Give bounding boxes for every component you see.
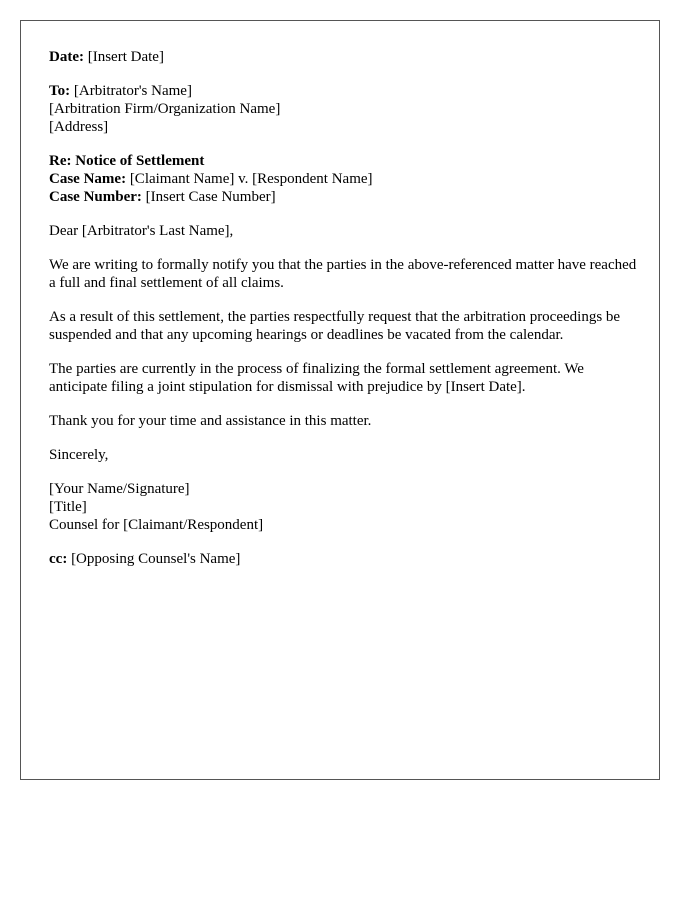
cc-label: cc: bbox=[49, 551, 68, 567]
recipient-address: [Address] bbox=[49, 119, 109, 135]
body-paragraph-text: We are writing to formally notify you that the parties in the above-referenced matter have reached a full and final settlement of all claims. bbox=[49, 257, 637, 291]
reference-block bbox=[49, 152, 639, 206]
body-paragraph-1 bbox=[49, 256, 639, 292]
case-name-value: [Claimant Name] v. [Respondent Name] bbox=[129, 171, 373, 187]
recipient-name-line bbox=[49, 82, 639, 100]
body-paragraph-3 bbox=[49, 360, 639, 396]
body-paragraph-text: The parties are currently in the process of finalizing the formal settlement agreement. We anticipate filing a joint stipulation for dismissal with prejudice by [Insert Date]. bbox=[49, 361, 584, 395]
to-label: To: bbox=[49, 83, 71, 99]
signature-title: [Title] bbox=[49, 499, 87, 515]
date-line bbox=[49, 48, 639, 66]
signature-name: [Your Name/Signature] bbox=[49, 481, 190, 497]
body-paragraph-4 bbox=[49, 412, 639, 430]
letter-content bbox=[49, 48, 639, 584]
case-number-label: Case Number: bbox=[49, 189, 142, 205]
date-label: Date: bbox=[49, 49, 84, 65]
letter-page bbox=[20, 20, 660, 780]
body-paragraph-text: Thank you for your time and assistance in this matter. bbox=[49, 413, 372, 429]
case-number-line bbox=[49, 188, 639, 206]
signature-role: Counsel for [Claimant/Respondent] bbox=[49, 517, 264, 533]
closing bbox=[49, 446, 639, 464]
body-paragraph-text: As a result of this settlement, the parties respectfully request that the arbitration proceedings be suspended and that any upcoming hearings or deadlines be vacated from the calendar. bbox=[49, 309, 621, 343]
salutation bbox=[49, 222, 639, 240]
case-name-line bbox=[49, 170, 639, 188]
reference-title bbox=[49, 152, 639, 170]
date-value: [Insert Date] bbox=[87, 49, 164, 65]
recipient-block bbox=[49, 82, 639, 136]
reference-title-text: Re: Notice of Settlement bbox=[49, 153, 205, 169]
cc-block bbox=[49, 550, 639, 568]
recipient-name: [Arbitrator's Name] bbox=[73, 83, 192, 99]
date-block bbox=[49, 48, 639, 66]
case-number-value: [Insert Case Number] bbox=[145, 189, 276, 205]
cc-line bbox=[49, 550, 639, 568]
case-name-label: Case Name: bbox=[49, 171, 127, 187]
salutation-text: Dear [Arbitrator's Last Name], bbox=[49, 223, 234, 239]
cc-value: [Opposing Counsel's Name] bbox=[71, 551, 241, 567]
closing-text: Sincerely, bbox=[49, 447, 109, 463]
signature-block bbox=[49, 480, 639, 534]
body-paragraph-2 bbox=[49, 308, 639, 344]
recipient-firm: [Arbitration Firm/Organization Name] bbox=[49, 101, 281, 117]
